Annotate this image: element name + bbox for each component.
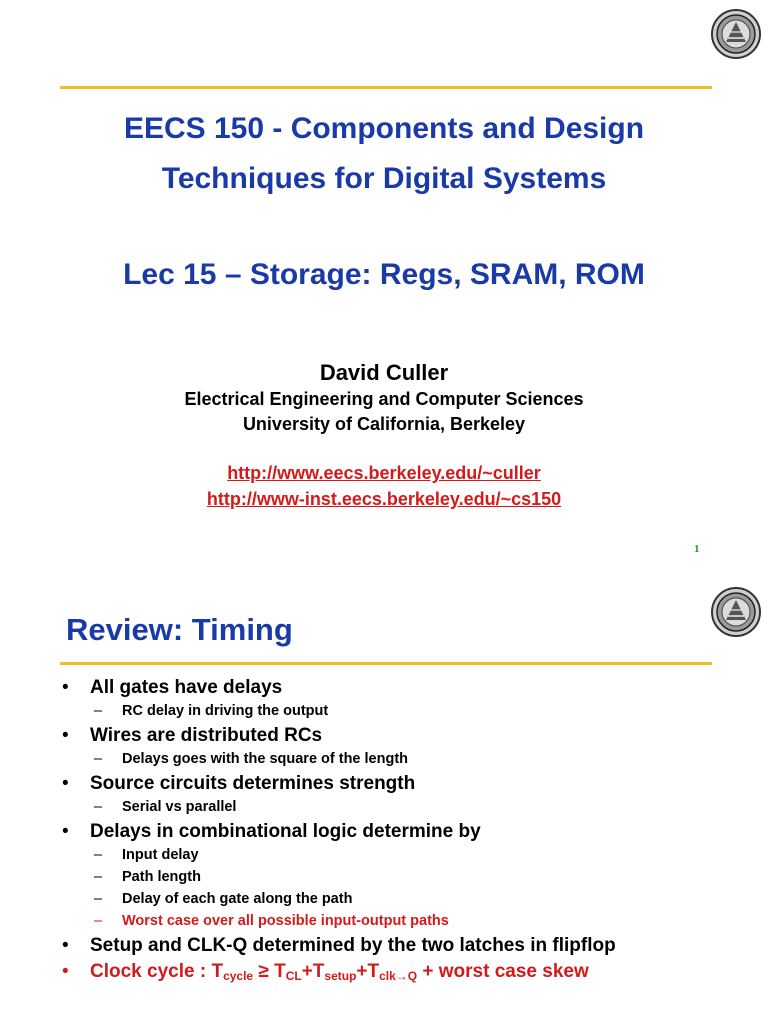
- bullet-item: • Wires are distributed RCs: [62, 724, 762, 748]
- author-name: David Culler: [319, 360, 449, 385]
- eq-geq: ≥ T: [253, 961, 286, 982]
- bullet-list: [62, 674, 762, 984]
- bullet-item: • Setup and CLK-Q determined by the two latches in flipflop: [62, 934, 762, 958]
- eq-plus1: +T: [301, 961, 325, 982]
- link-culler[interactable]: http://www.eecs.berkeley.edu/~culler: [227, 463, 541, 483]
- sub-bullet-item: – Delay of each gate along the path: [62, 888, 762, 910]
- sub-bullet-item: – Path length: [62, 866, 762, 888]
- eq-sub-setup: setup: [324, 969, 357, 983]
- eq-plus2: +T: [356, 961, 380, 982]
- university-seal-icon: [710, 586, 762, 638]
- university: University of California, Berkeley: [242, 414, 526, 434]
- lecture-title: Lec 15 – Storage: Regs, SRAM, ROM: [123, 258, 645, 291]
- eq-prefix: Clock cycle : T: [90, 961, 224, 982]
- link-cs150[interactable]: http://www-inst.eecs.berkeley.edu/~cs150: [206, 489, 562, 509]
- course-title-line1: EECS 150 - Components and Design: [123, 112, 645, 145]
- bullet-item: • All gates have delays: [62, 676, 762, 700]
- slide-title: Review: Timing: [66, 612, 293, 647]
- sub-bullet-item: – Delays goes with the square of the length: [62, 748, 762, 770]
- clock-cycle-equation: [62, 960, 762, 984]
- university-seal-icon: [710, 8, 762, 60]
- eq-sub-cycle: cycle: [223, 969, 254, 983]
- sub-bullet-item: – Input delay: [62, 844, 762, 866]
- course-title-line2: Techniques for Digital Systems: [161, 162, 607, 195]
- review-timing-slide: [0, 572, 768, 1024]
- department: Electrical Engineering and Computer Sciences: [184, 389, 584, 409]
- eq-sub-clkq: clk→Q: [379, 969, 418, 983]
- sub-bullet-item: – RC delay in driving the output: [62, 700, 762, 722]
- title-divider: [60, 662, 712, 665]
- title-divider: [60, 86, 712, 89]
- page-number: 1: [694, 543, 700, 555]
- sub-bullet-item: – Serial vs parallel: [62, 796, 762, 818]
- sub-bullet-item-highlight: – Worst case over all possible input-output paths: [62, 910, 762, 932]
- bullet-item: • Source circuits determines strength: [62, 772, 762, 796]
- eq-suffix: + worst case skew: [417, 961, 589, 982]
- bullet-item: • Delays in combinational logic determine by: [62, 820, 762, 844]
- eq-sub-cl: CL: [285, 969, 302, 983]
